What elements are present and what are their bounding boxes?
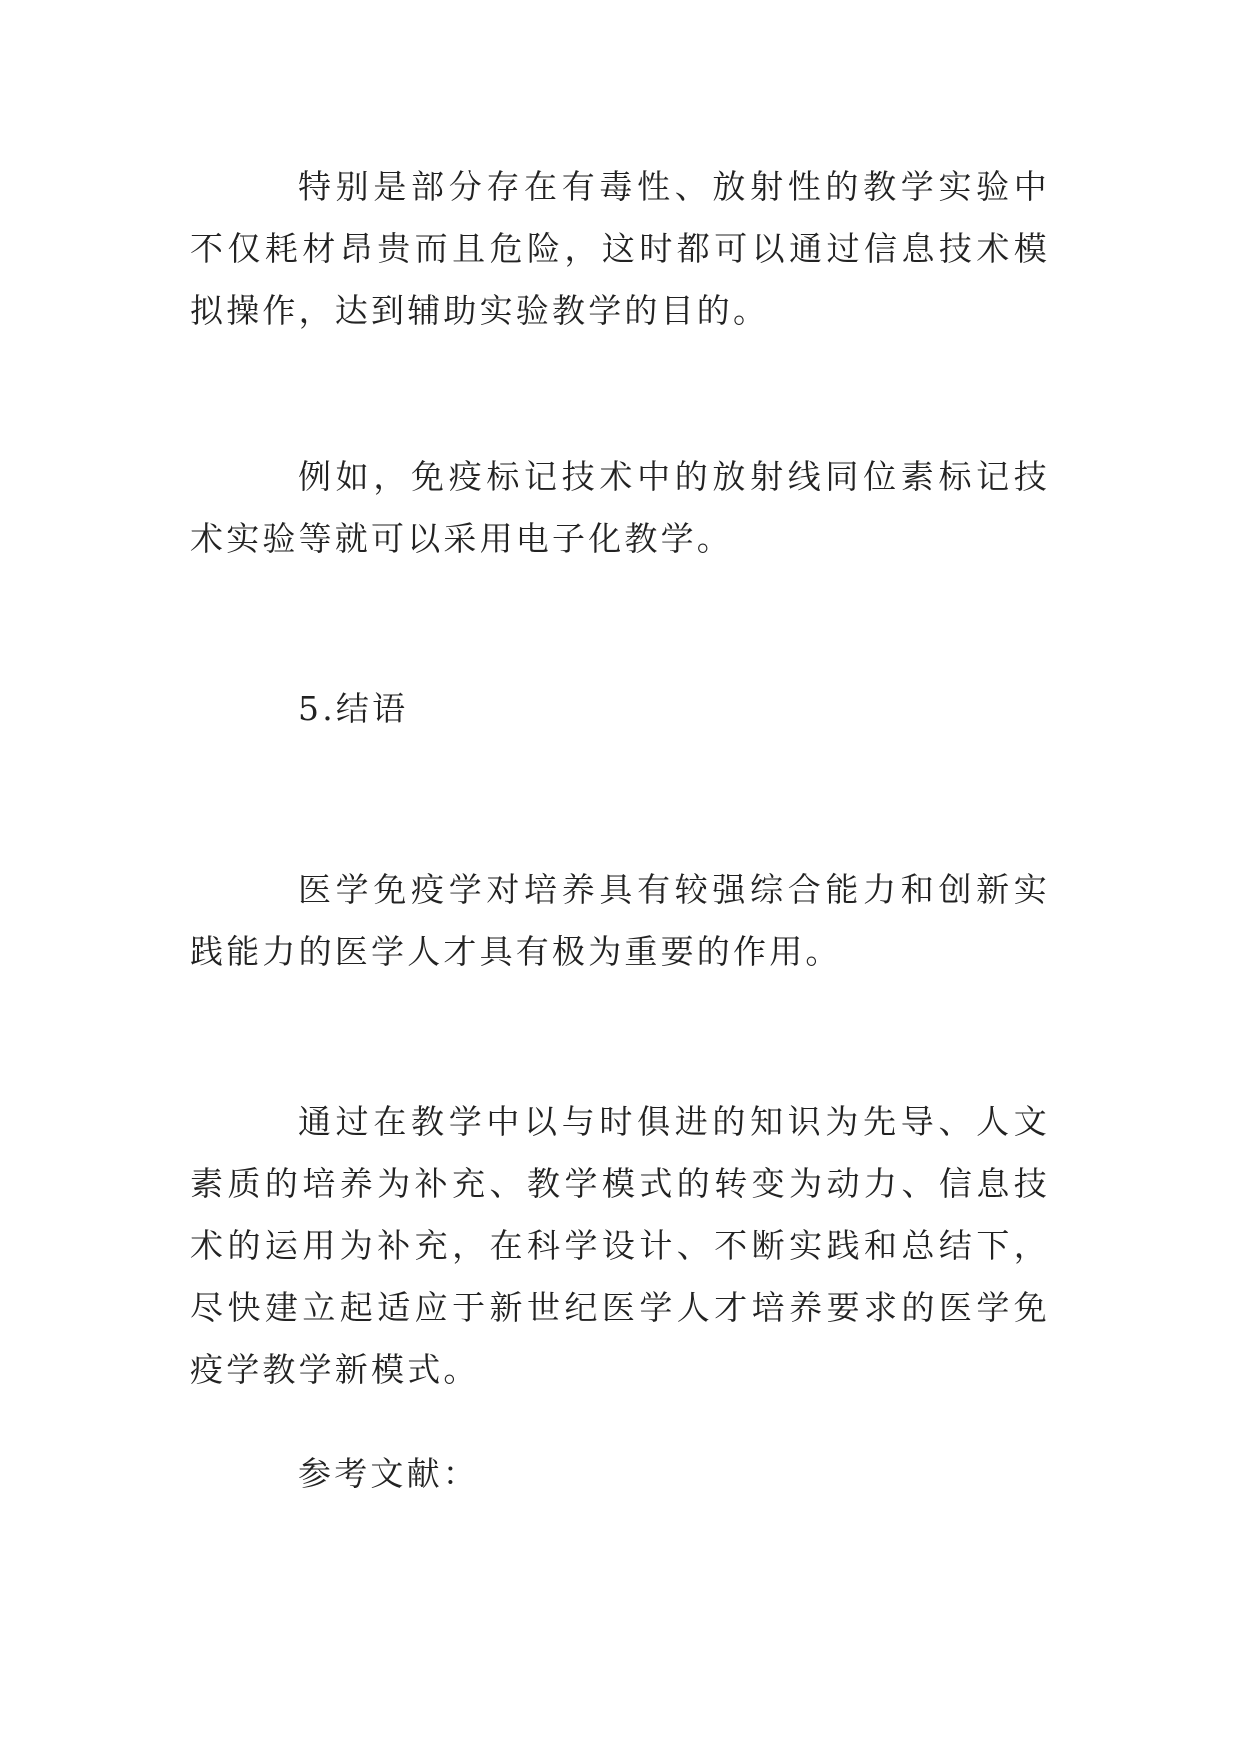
references-heading: 参考文献： [298, 1454, 479, 1493]
paragraph-experiment-simulation: 特别是部分存在有毒性、放射性的教学实验中不仅耗材昂贵而且危险，这时都可以通过信息技术模拟操作，达到辅助实验教学的目的。 [190, 167, 1050, 330]
paragraph-conclusion-summary: 通过在教学中以与时俱进的知识为先导、人文素质的培养为补充、教学模式的转变为动力、信息技术的运用为补充，在科学设计、不断实践和总结下，尽快建立起适应于新世纪医学人才培养要求的医学免疫学教学新模式。 [190, 1102, 1050, 1389]
section-heading-conclusion: 5.结语 [298, 689, 409, 728]
paragraph-conclusion-importance: 医学免疫学对培养具有较强综合能力和创新实践能力的医学人才具有极为重要的作用。 [190, 870, 1050, 971]
paragraph-immunolabeling-example: 例如，免疫标记技术中的放射线同位素标记技术实验等就可以采用电子化教学。 [190, 457, 1050, 558]
